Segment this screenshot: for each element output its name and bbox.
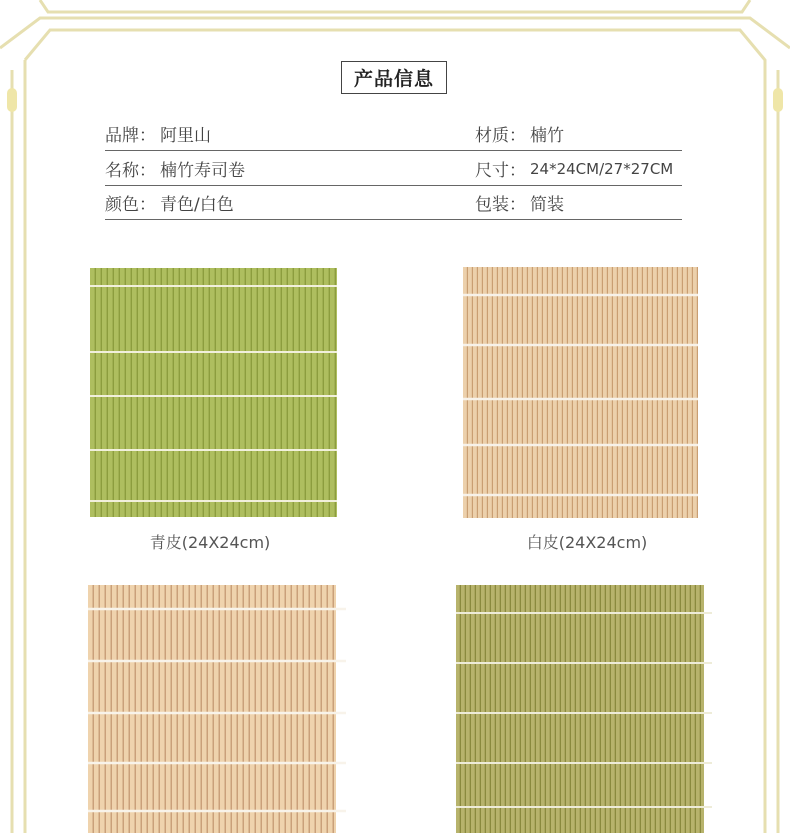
white-mat-caption: 白皮(24X24cm) <box>526 533 648 552</box>
spec-label: 材质： <box>475 126 526 146</box>
spec-label: 品牌： <box>105 126 156 146</box>
section-title: 产品信息 <box>341 61 447 94</box>
spec-label: 颜色： <box>105 195 156 215</box>
spec-value: 简装 <box>530 195 564 215</box>
spec-label: 尺寸： <box>475 161 526 181</box>
spec-divider <box>319 117 475 151</box>
spec-divider <box>319 152 475 186</box>
green-mat-image-large <box>456 585 716 833</box>
spec-material <box>475 117 682 151</box>
spec-size <box>475 152 682 186</box>
white-mat-image-large <box>88 585 358 833</box>
spec-color <box>105 186 319 220</box>
spec-package <box>475 186 682 220</box>
spec-brand <box>105 117 319 151</box>
green-mat-image <box>90 268 337 517</box>
spec-divider <box>319 186 475 220</box>
white-mat-image <box>463 267 698 518</box>
spec-value: 楠竹 <box>530 126 564 146</box>
spec-name <box>105 152 319 186</box>
green-mat-caption: 青皮(24X24cm) <box>149 533 271 552</box>
spec-label: 包装： <box>475 195 526 215</box>
spec-label: 名称： <box>105 161 156 181</box>
spec-value: 阿里山 <box>160 126 211 146</box>
spec-value: 楠竹寿司卷 <box>160 161 245 181</box>
spec-value: 24*24CM/27*27CM <box>530 159 674 178</box>
spec-value: 青色/白色 <box>160 195 234 215</box>
